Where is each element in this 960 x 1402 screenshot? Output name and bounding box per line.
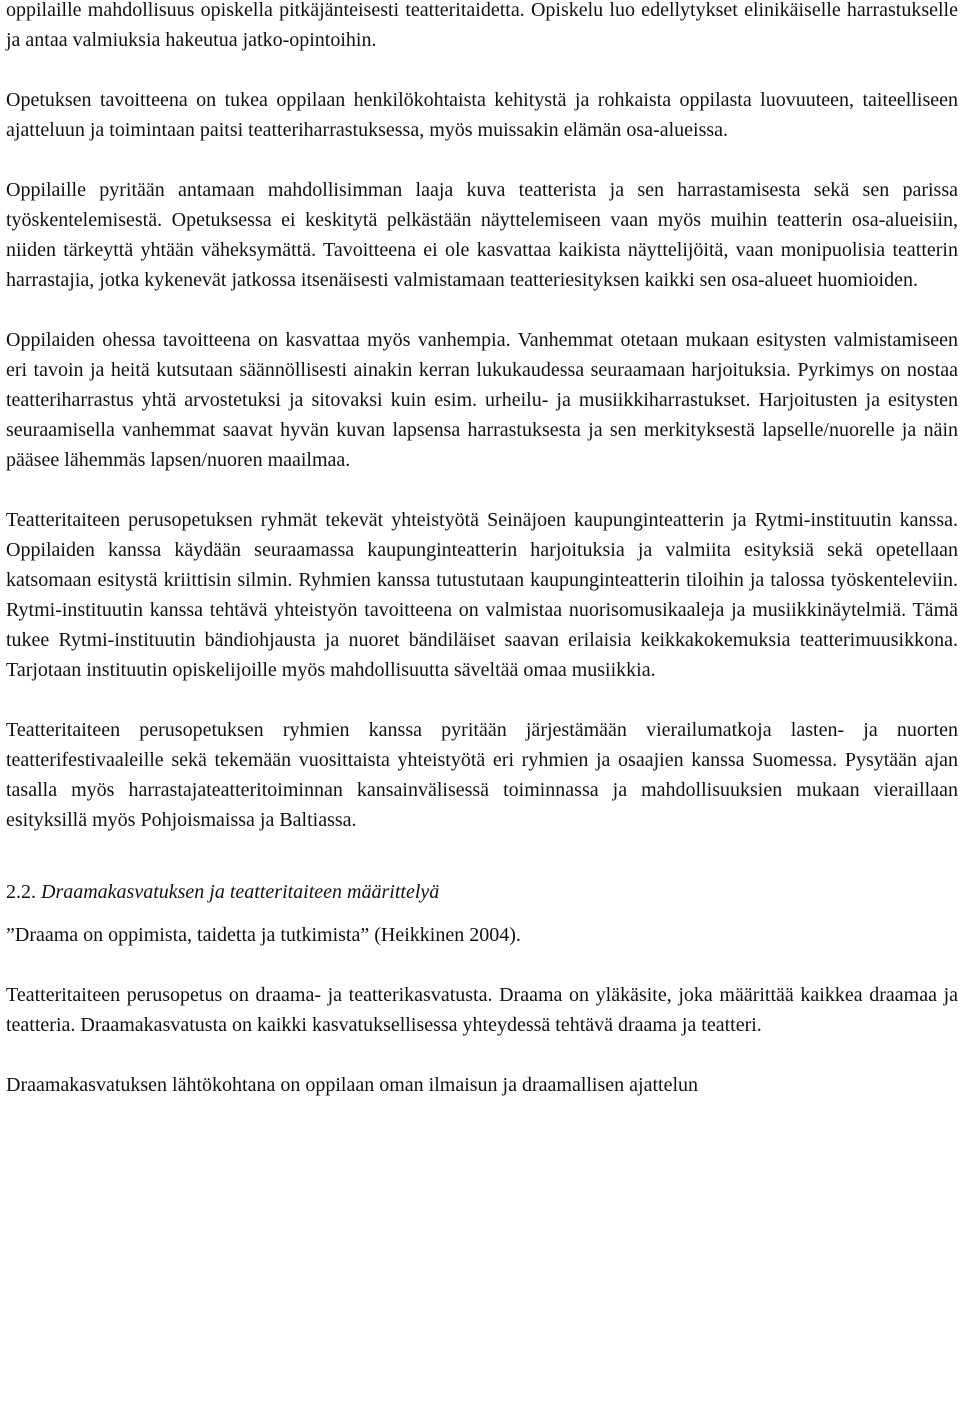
section-paragraph-1: Teatteritaiteen perusopetus on draama- ja teatterikasvatusta. Draama on yläkäsite, joka määrittää kaikkea draamaa ja teatteria. Draamakasvatusta on kaikki kasvatuksellisessa yhteydessä tehtävä draama ja teatteri. [6, 984, 958, 1036]
paragraph-1: oppilaille mahdollisuus opiskella pitkäjänteisesti teatteritaidetta. Opiskelu luo edellytykset elinikäiselle harrastukselle ja antaa valmiuksia hakeutua jatko-opintoihin. [6, 0, 958, 51]
paragraph-5: Teatteritaiteen perusopetuksen ryhmät tekevät yhteistyötä Seinäjoen kaupunginteatterin ja Rytmi-instituutin kanssa. Oppilaiden kanssa käydään seuraamassa kaupunginteatterin harjoituksia ja valmiita esityksiä sekä opetellaan katsomaan esitystä kriittisin silmin. Ryhmien kanssa tutustutaan kaupunginteatterin tiloihin ja talossa työskenteleviin. Rytmi-instituutin kanssa tehtävä yhteistyön tavoitteena on valmistaa nuorisomusikaaleja ja musiikkinäytelmiä. Tämä tukee Rytmi-instituutin bändiohjausta ja nuoret bändiläiset saavan erilaisia keikkakokemuksia teatterimuusikkona. Tarjotaan instituutin opiskelijoille myös mahdollisuutta säveltää omaa musiikkia. [6, 509, 958, 681]
section-heading [6, 877, 958, 907]
paragraph-2: Opetuksen tavoitteena on tukea oppilaan henkilökohtaista kehitystä ja rohkaista oppilasta luovuuteen, taiteelliseen ajatteluun ja toimintaan paitsi teatteriharrastuksessa, myös muissakin elämän osa-alueissa. [6, 89, 958, 141]
document-page [6, 0, 958, 1130]
paragraph-3: Oppilaille pyritään antamaan mahdollisimman laaja kuva teatterista ja sen harrastamisesta sekä sen parissa työskentelemisestä. Opetuksessa ei keskitytä pelkästään näyttelemiseen vaan myös muihin teatterin osa-alueisiin, niiden tärkeyttä yhtään väheksymättä. Tavoitteena ei ole kasvattaa kaikista näyttelijöitä, vaan monipuolisia teatterin harrastajia, jotka kykenevät jatkossa itsenäisesti valmistamaan teatteriesityksen kaikki sen osa-alueet huomioiden. [6, 179, 958, 291]
paragraph-4: Oppilaiden ohessa tavoitteena on kasvattaa myös vanhempia. Vanhemmat otetaan mukaan esitysten valmistamiseen eri tavoin ja heitä kutsutaan säännöllisesti ainakin kerran lukukaudessa seuraamaan harjoituksia. Pyrkimys on nostaa teatteriharrastus yhtä arvostetuksi ja sitovaksi kuin esim. urheilu- ja musiikkiharrastukset. Harjoitusten ja esitysten seuraamisella vanhemmat saavat hyvän kuvan lapsensa harrastuksesta ja sen merkityksestä lapselle/nuorelle ja näin pääsee lähemmäs lapsen/nuoren maailmaa. [6, 329, 958, 471]
section-paragraph-2: Draamakasvatuksen lähtökohtana on oppilaan oman ilmaisun ja draamallisen ajattelun [6, 1074, 699, 1096]
section-number: 2.2. [6, 881, 36, 903]
paragraph-6: Teatteritaiteen perusopetuksen ryhmien kanssa pyritään järjestämään vierailumatkoja lasten- ja nuorten teatterifestivaaleille sekä tekemään vuosittaista yhteistyötä eri ryhmien ja osaajien kanssa Suomessa. Pysytään ajan tasalla myös harrastajateatteritoiminnan kansainvälisessä toiminnassa ja mahdollisuuksien mukaan vieraillaan esityksillä myös Pohjoismaissa ja Baltiassa. [6, 719, 958, 831]
section-quote: ”Draama on oppimista, taidetta ja tutkimista” (Heikkinen 2004). [6, 924, 521, 946]
section-title: Draamakasvatuksen ja teatteritaiteen määrittelyä [41, 881, 440, 903]
